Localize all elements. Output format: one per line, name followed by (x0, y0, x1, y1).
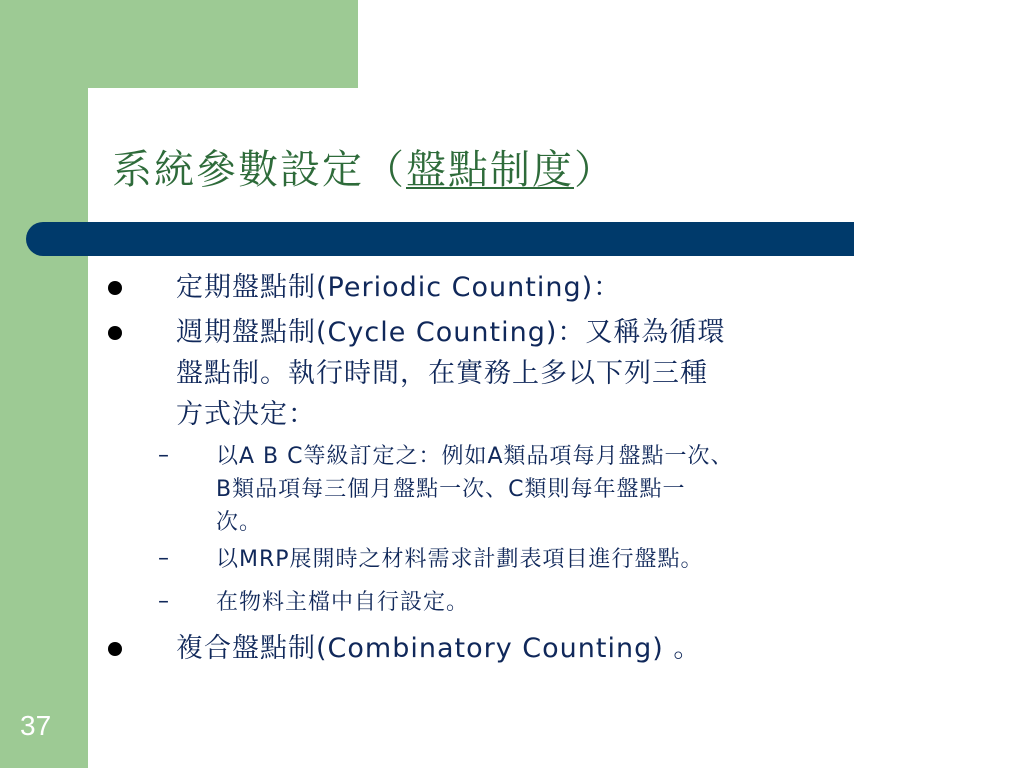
sub-list-item-continuation: 次。 (216, 510, 263, 535)
page-number: 37 (20, 710, 52, 741)
dash-icon: – (158, 443, 169, 468)
list-item: 複合盤點制(Combinatory Counting) 。 (176, 633, 702, 664)
sub-list-item: 在物料主檔中自行設定。 (216, 590, 470, 615)
sub-list-item: 以A B C等級訂定之：例如A類品項每月盤點一次、 (216, 444, 734, 469)
title-prefix: 系統參數設定（ (112, 147, 406, 193)
list-item-continuation: 盤點制。執行時間，在實務上多以下列三種 (176, 358, 708, 389)
sub-list-item: 以MRP展開時之材料需求計劃表項目進行盤點。 (216, 547, 704, 572)
list-item: 定期盤點制(Periodic Counting)： (176, 272, 622, 303)
dash-icon: – (158, 546, 169, 571)
list-item-continuation: 方式決定： (176, 399, 316, 430)
dash-icon: – (158, 589, 169, 614)
bullet-icon (108, 326, 122, 340)
bullet-icon (108, 281, 122, 295)
list-item: 週期盤點制(Cycle Counting)：又稱為循環 (176, 317, 726, 348)
title-underlined: 盤點制度 (406, 147, 574, 193)
sub-list-item-continuation: B類品項每三個月盤點一次、C類則每年盤點一 (216, 477, 686, 502)
title-suffix: ） (574, 147, 616, 193)
bullet-icon (108, 642, 122, 656)
